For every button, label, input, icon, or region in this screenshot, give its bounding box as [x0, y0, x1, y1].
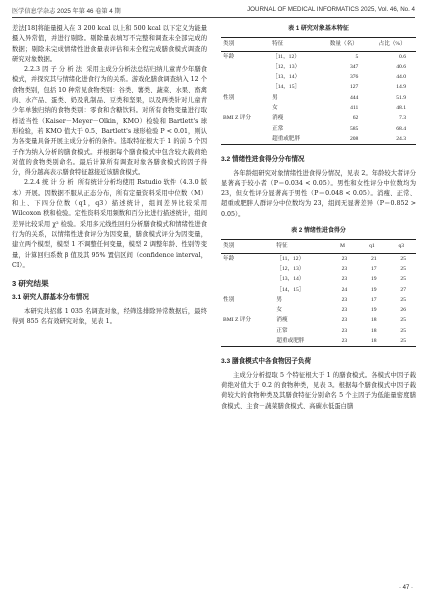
table-cell: 17	[370, 296, 377, 303]
table-cell: ［13，14）	[272, 74, 301, 81]
table-cell: ［13，14）	[276, 276, 305, 283]
table-cell: 年龄	[223, 53, 235, 60]
table2-caption: 表 2 情绪性进食得分	[291, 228, 346, 235]
table-cell: 正常	[272, 125, 284, 132]
table-cell: 23	[341, 307, 348, 314]
table-cell: 性别	[223, 296, 235, 303]
table-cell: 年龄	[223, 255, 235, 262]
subsection-2-2-4: 2.2.4 统 计 分 析	[24, 179, 74, 187]
table-row	[221, 253, 416, 264]
table-cell: 19	[370, 307, 377, 314]
table-cell: 男	[276, 296, 283, 303]
page-number: · 47 ·	[398, 585, 413, 591]
table-cell: 62	[352, 115, 359, 122]
table-cell	[221, 274, 274, 284]
table-cell: 25	[400, 327, 406, 334]
table-cell: 17	[370, 265, 377, 272]
table-cell	[221, 326, 274, 336]
table-row	[221, 62, 416, 72]
table-cell: 19	[370, 286, 377, 293]
table-cell: 21	[370, 255, 377, 262]
table1-header-cell: 类别	[223, 41, 235, 48]
table-cell: 消瘦	[276, 317, 288, 324]
header-journal-cn: 医学信息学杂志 2025 年第 46 卷第 4 期	[12, 8, 121, 15]
table1-header-cell: 特征	[272, 41, 284, 48]
table2-header-cell: q3	[398, 243, 405, 250]
paragraph-statistics: 2.2.4 统 计 分 析 所有统计分析均使用 Rstudio 软件（4.3.0 版本）开展。因数据不服从正态分布，所有定量资料采用中位数（M）和上、下四分位数（q1，q3）描述统计，组间差异比较采用 Wilcoxon 秩和检验。定性资料采用频数和百分比进行描述统计，组间差异比较采用 χ² 检验。采用多元线性回归分析膳食模式和情绪性进食行为的关系，以情绪性进食评分为因变量，膳食模式评分为因变量，建立两个模型，模型 1 不调整任何变量，模型 2 调整年龄、性别等变量，计算回归系数 β 值及其 95% 置信区间（confidence interval，CI）。	[12, 179, 207, 269]
table-row	[221, 93, 416, 103]
paragraph-population: 本研究共招募 1 035 名调查对象，经筛选排除异常数据后，最终得到 855 名有效研究对象，见表 1。	[12, 307, 207, 326]
table-cell: 23	[341, 338, 348, 345]
table-cell: 585	[349, 125, 359, 132]
table-cell: 18	[370, 327, 377, 334]
table-cell: 男	[272, 94, 278, 101]
table-row	[221, 295, 416, 305]
table-cell: 68.4	[396, 125, 406, 132]
paragraph-emotional-eating: 各年龄组研究对象情绪性进食得分情况，见表 2。年龄较大者评分显著高于较小者（P＝0.034 < 0.05）。男性和女性评分中位数均为 23，但女性评分显著高于男性（P＝0.048 < 0.05）。消瘦、正常、超重或肥胖人群评分中位数均为 23，组间无显著差异（P＝0.852 > 0.05）。	[221, 169, 416, 218]
table-cell: 127	[349, 84, 359, 91]
table-cell: ［11，12）	[272, 53, 300, 60]
section-3-1-heading: 3.1 研究人群基本分布情况	[12, 294, 89, 302]
table-cell: 26	[400, 307, 406, 314]
table-cell: 25	[400, 338, 406, 345]
paragraph-factor-analysis: 2.2.3 因 子 分 析 法 采用主成分分析法总结归纳儿童青少年膳食模式，并探究其与情绪化进食行为的关系。游戏化膳食调查纳入 12 个食物类别，包括 10 种常见食物类别：谷类、薯类、蔬菜、水果、畜禽肉、水产品、蛋类、奶及乳制品、豆类和坚果，以及两类针对儿童青少年单独归纳的食物类别：零食和含糖饮料。对所有食物变量进行取样适当性（Kaiser－Meyer－Olkin，KMO）检验和 Bartlett's 球形检验，若 KMO 值大于 0.5、Bartlett's 球形检验 P < 0.01，则认为各变量具备开展主成分分析的条件。选取特征根大于 1 的前 5 个因子作为纳入分析的膳食模式。并根据每个膳食模式中包含较大载荷绝对值的食物类别命名。最后计算所有调查对象各膳食模式的因子得分，得分越高表示膳食特征越接近该膳食模式。	[12, 66, 208, 177]
table-cell: 性别	[223, 94, 235, 101]
table-cell: 25	[400, 317, 406, 324]
table1	[221, 37, 416, 145]
table-row	[221, 285, 416, 295]
table-cell: 14.9	[396, 84, 406, 91]
table-row	[221, 326, 416, 336]
table2-header-cell: 类别	[223, 243, 235, 250]
table-cell	[221, 336, 274, 347]
table-row	[221, 51, 416, 62]
table-cell: 23	[341, 265, 348, 272]
table-cell	[221, 305, 274, 315]
section-3-heading: 3 研究结果	[12, 279, 49, 289]
table-cell: 超重或肥胖	[272, 135, 301, 142]
table-cell: ［14，15］	[272, 84, 301, 91]
table-row	[221, 134, 416, 145]
table-cell: 5	[355, 53, 359, 60]
table-cell	[221, 264, 274, 274]
table-cell: 25	[400, 296, 406, 303]
table1-caption: 表 1 研究对象基本特征	[288, 26, 349, 32]
table2	[221, 239, 416, 347]
table-row	[221, 336, 416, 347]
table-row	[221, 72, 416, 82]
table-cell: 19	[370, 276, 377, 283]
table-cell: 25	[400, 265, 406, 272]
table-cell: 25	[400, 255, 406, 262]
table-cell: 正常	[276, 327, 288, 334]
table-cell	[221, 82, 270, 92]
table-row	[221, 113, 416, 123]
table-cell: 40.6	[396, 63, 406, 70]
table-cell: 51.9	[396, 94, 406, 101]
table-cell: 0.6	[399, 53, 406, 60]
table-cell: 24.3	[396, 135, 406, 142]
table-cell: 18	[370, 317, 377, 324]
table-cell: ［14，15］	[276, 286, 305, 293]
table-cell: ［12，13）	[272, 63, 301, 70]
table-cell: 消瘦	[272, 115, 284, 122]
table-cell: 376	[349, 74, 359, 81]
table-cell	[221, 285, 274, 295]
table-cell	[221, 62, 270, 72]
table2-header-cell: 特征	[276, 243, 288, 250]
table-cell	[221, 134, 270, 145]
table-cell	[221, 72, 270, 82]
table-cell: 24	[341, 286, 348, 293]
table-cell: 23	[341, 255, 348, 262]
table-cell	[221, 124, 270, 134]
table-cell: 18	[370, 338, 377, 345]
table-cell: 女	[272, 105, 278, 112]
table-cell: ［12，13）	[276, 265, 305, 272]
table1-header-cell: 数量（名）	[329, 41, 358, 48]
table-cell: 44.0	[396, 74, 406, 81]
paragraph-outlier-removal: 差法[18]将能量摄入在 3 200 kcal 以上和 500 kcal 以下定义为能量摄入异常值，并进行剔除。剔除量表填写不完整和调查未全部完成的数据；剔除未完成情绪性进食量表评估和未全程完成膳食模式调查的研究对象数据。	[12, 25, 207, 63]
paragraph-dietary-patterns: 主成分分析提取 5 个特征根大于 1 的膳食模式。各模式中因子载荷绝对值大于 0.2 的食物种类，见表 3。根据每个膳食模式中因子载荷较大的食物种类及其膳食特征分别命名 5 个主因子为低能量密度膳食模式、主食－蔬菜膳食模式、高碳水低蛋白膳	[221, 371, 416, 410]
table-cell: ［11，12）	[276, 255, 305, 262]
table-row	[221, 315, 416, 325]
table-cell: 444	[349, 94, 359, 101]
table-cell: 411	[350, 105, 359, 112]
left-column	[12, 24, 207, 327]
table-cell: 347	[349, 63, 359, 70]
table-cell: 23	[341, 317, 348, 324]
table-cell: 25	[400, 276, 406, 283]
header-rule	[12, 17, 415, 18]
section-3-3-heading: 3.3 膳食模式中各食物因子负荷	[221, 358, 312, 366]
table-row	[221, 264, 416, 274]
header-journal-en: JOURNAL OF MEDICAL INFORMATICS 2025, Vol. 46, No. 4	[247, 6, 415, 13]
table-cell	[221, 103, 270, 113]
table2-header-cell: M	[340, 243, 345, 250]
table-row	[221, 103, 416, 113]
table-cell: 超重或肥胖	[276, 338, 305, 345]
table-cell: 48.1	[396, 105, 406, 112]
table-cell: 27	[400, 286, 406, 293]
table-cell: 7.3	[399, 115, 406, 122]
table1-header-cell: 占比（%）	[378, 41, 406, 48]
table2-header-cell: q1	[369, 243, 375, 250]
table-cell: 208	[349, 135, 359, 142]
table-cell: BMI Z 评分	[223, 115, 251, 122]
right-column	[221, 24, 416, 412]
table-row	[221, 305, 416, 315]
subsection-2-2-3: 2.2.3 因 子 分 析 法	[24, 66, 83, 74]
table-cell: 23	[341, 327, 348, 334]
section-3-2-heading: 3.2 情绪性进食得分分布情况	[221, 156, 305, 164]
table-cell: 23	[341, 296, 348, 303]
table-cell: BMI Z 评分	[223, 317, 251, 324]
table-row	[221, 82, 416, 92]
table-row	[221, 274, 416, 284]
table-cell: 23	[341, 276, 348, 283]
table-cell: 女	[276, 307, 283, 314]
table-row	[221, 124, 416, 134]
